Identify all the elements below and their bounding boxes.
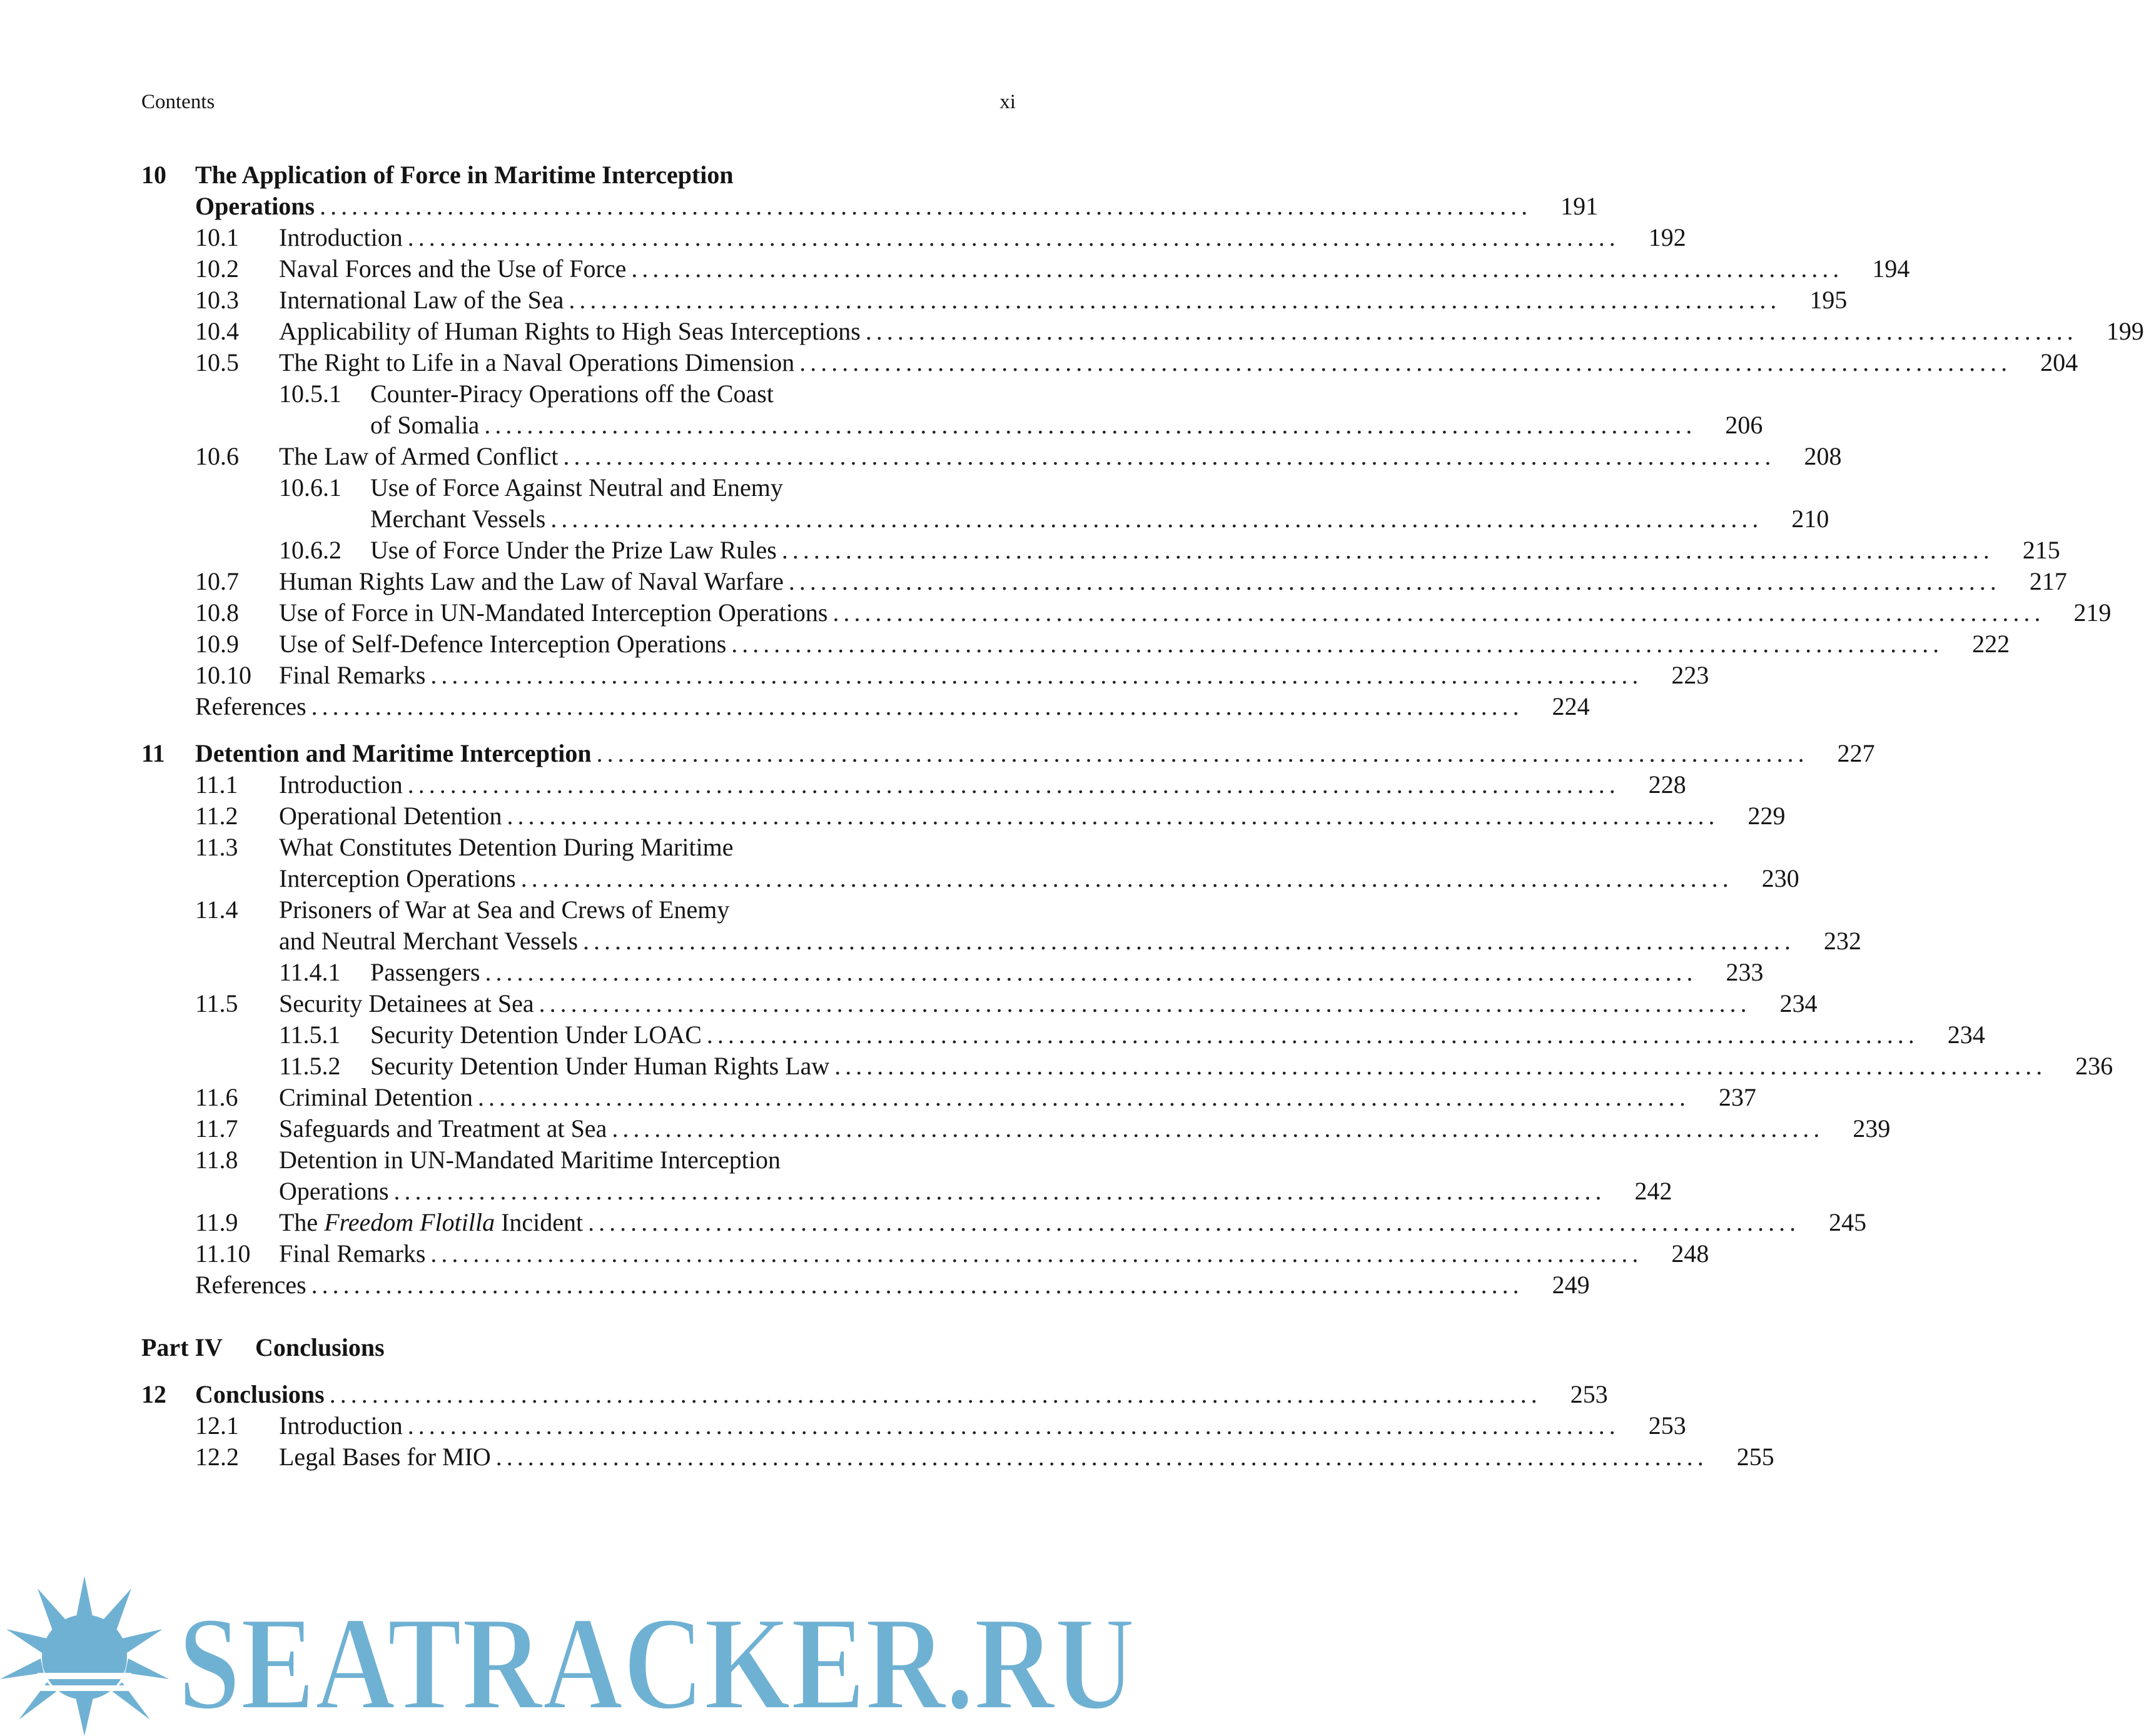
section-title: The Law of Armed Conflict [279,442,559,470]
title-part: The [279,1208,325,1236]
toc-entry[interactable] [195,988,1818,1019]
leader-dots: .................................................................................................................. [788,567,2001,595]
page-number: 234 [1947,1021,1985,1049]
section-title: Introduction [279,223,403,251]
leader-dots: .................................................................................................................. [311,1271,1524,1299]
toc-entry[interactable] [195,222,1686,253]
toc-entry[interactable] [195,1207,1867,1238]
subsection-title: Merchant Vessels [370,505,546,533]
chapter-10-heading[interactable] [141,159,1016,191]
leader-dots: .................................................................................................................. [550,505,1763,533]
section-title: Operations [279,1177,389,1205]
toc-entry[interactable] [195,1238,1709,1269]
section-number: 11.9 [195,1208,238,1236]
section-number: 12.1 [195,1411,239,1440]
section-number: 11.8 [195,1146,238,1174]
page-number: 236 [2075,1052,2113,1080]
page-number: 229 [1747,802,1786,830]
section-number: 10.7 [195,567,239,595]
section-title: and Neutral Merchant Vessels [279,927,579,955]
page-number-roman: xi [999,91,1016,113]
section-number: 12.2 [195,1443,239,1471]
toc-entry[interactable] [195,660,1709,691]
chapter-title: Operations [195,192,315,220]
leader-dots: .................................................................................................................. [865,317,2078,345]
page-number: 204 [2040,348,2078,376]
leader-dots: .................................................................................................................. [583,927,1796,955]
section-number: 10.8 [195,598,239,627]
chapter-10-entry[interactable] [195,191,1599,222]
section-number: 11.6 [195,1083,238,1111]
toc-entry[interactable] [195,285,1848,316]
leader-dots: .................................................................................................................. [311,692,1524,720]
toc-entry-first-line[interactable] [195,894,1016,926]
chapter-title: Conclusions [195,1380,325,1408]
subsection-number: 11.5.2 [279,1052,341,1080]
section-number: 11.7 [195,1114,238,1143]
section-title: What Constitutes Detention During Maritime [279,833,734,861]
toc-entry[interactable] [195,628,2010,660]
page-number: 219 [2073,598,2111,627]
section-number: 10.2 [195,255,239,283]
subsection-title: Security Detention Under LOAC [370,1021,702,1049]
section-title: Introduction [279,770,403,799]
toc-entry[interactable] [195,441,1842,472]
leader-dots: .................................................................................................................. [329,1380,1542,1408]
section-title: International Law of the Sea [279,286,564,314]
toc-entry[interactable] [279,1051,2113,1082]
leader-dots: .................................................................................................................. [781,536,1994,564]
toc-entry[interactable] [195,347,2078,378]
section-number: 10.1 [195,223,239,251]
section-title: Introduction [279,1411,403,1440]
leader-dots: .................................................................................................................. [520,864,1733,892]
section-number: 10.10 [195,661,251,689]
leader-dots: .................................................................................................................. [430,661,1643,689]
leader-dots: .................................................................................................................. [430,1239,1643,1268]
section-number: 10.9 [195,630,239,658]
toc-entry-first-line[interactable] [195,832,1016,863]
page-number: 224 [1552,692,1590,720]
leader-dots: .................................................................................................................. [495,1443,1708,1471]
section-number: 11.5 [195,989,238,1017]
toc-entry[interactable] [195,769,1686,800]
section-number: 10.6 [195,442,239,470]
toc-entry[interactable] [195,800,1786,832]
leader-dots: .................................................................................................................. [407,770,1620,799]
leader-dots: .................................................................................................................. [588,1208,1801,1236]
page-number: 228 [1648,770,1686,799]
subsection-title: Use of Force Against Neutral and Enemy [370,473,783,502]
toc-entry[interactable] [195,253,1910,285]
page-number: 192 [1648,223,1686,251]
page-number: 255 [1736,1443,1774,1471]
chapter-11-entry[interactable] [141,738,1875,769]
leader-dots: .................................................................................................................. [393,1177,1606,1205]
page-number: 234 [1779,989,1818,1017]
sun-icon [0,1576,169,1736]
toc-entry[interactable] [195,863,1799,894]
section-title: Use of Self-Defence Interception Operations [279,630,727,658]
subsection-number: 11.4.1 [279,958,341,986]
section-title: Use of Force in UN-Mandated Interception Operations [279,598,828,627]
page-number: 253 [1570,1380,1608,1408]
section-title: Prisoners of War at Sea and Crews of Enemy [279,896,730,924]
toc-entry[interactable] [195,926,1862,957]
section-number: 10.5 [195,348,239,376]
section-title [279,1207,583,1238]
page-number: 206 [1725,411,1763,439]
chapter-number: 10 [141,161,166,189]
toc-entry[interactable] [195,1441,1774,1473]
toc-entry-references[interactable] [195,1269,1590,1301]
section-number: 10.3 [195,286,239,314]
title-part: Incident [495,1208,584,1236]
section-title: Human Rights Law and the Law of Naval Warfare [279,567,784,595]
chapter-title: Detention and Maritime Interception [195,739,592,767]
section-title: The Right to Life in a Naval Operations Dimension [279,348,795,376]
page-number: 208 [1804,442,1842,470]
leader-dots: .................................................................................................................. [407,1411,1620,1440]
references-title: References [195,692,306,720]
section-title: Detention in UN-Mandated Maritime Interception [279,1146,781,1174]
toc-entry[interactable] [195,1082,1756,1113]
subsection-number: 10.5.1 [279,380,341,408]
leader-dots: .................................................................................................................. [596,739,1809,767]
toc-entry[interactable] [279,1019,1985,1051]
part-label: Part IV [141,1333,223,1361]
running-head: Contents [141,91,215,113]
page-number: 227 [1837,739,1875,767]
section-title: Security Detainees at Sea [279,989,534,1017]
part-heading[interactable] [141,1332,1016,1363]
subsection-title: Security Detention Under Human Rights Law [370,1052,830,1080]
page-number: 248 [1671,1239,1709,1268]
section-number: 11.10 [195,1239,251,1268]
toc-entry[interactable] [195,566,2067,597]
leader-dots: .................................................................................................................. [507,802,1719,830]
section-number: 11.2 [195,802,238,830]
subsection-title: Passengers [370,958,480,986]
section-title: Legal Bases for MIO [279,1443,491,1471]
leader-dots: .................................................................................................................. [731,630,1944,658]
page-number: 233 [1726,958,1764,986]
leader-dots: .................................................................................................................. [484,411,1697,439]
toc-entry[interactable] [279,535,2060,566]
subsection-title: of Somalia [370,411,480,439]
subsection-number: 10.6.1 [279,473,341,502]
section-title: Criminal Detention [279,1083,473,1111]
title-italic-part: Freedom Flotilla [324,1208,495,1236]
page-number: 222 [1972,630,2010,658]
leader-dots: .................................................................................................................. [320,192,1532,220]
toc-entry[interactable] [279,410,1763,441]
toc-entry-first-line[interactable] [279,472,1016,503]
section-title: Applicability of Human Rights to High Seas Interceptions [279,317,861,345]
section-title: Safeguards and Treatment at Sea [279,1114,607,1143]
page-number: 223 [1671,661,1709,689]
page-number: 237 [1718,1083,1756,1111]
leader-dots: .................................................................................................................. [407,223,1620,251]
section-title: Interception Operations [279,864,516,892]
toc-entry-first-line[interactable] [279,378,1016,410]
leader-dots: .................................................................................................................. [834,1052,2047,1080]
chapter-12-entry[interactable] [141,1379,1608,1410]
page-number: 253 [1648,1411,1686,1440]
watermark [0,1570,1145,1736]
chapter-number: 11 [141,739,165,767]
section-title: Operational Detention [279,802,502,830]
toc-entry-first-line[interactable] [195,1144,1016,1176]
section-title: Final Remarks [279,1239,426,1268]
chapter-number: 12 [141,1380,166,1408]
leader-dots: .................................................................................................................. [612,1114,1824,1143]
page-number: 191 [1560,192,1599,220]
section-number: 11.3 [195,833,238,861]
page-number: 249 [1552,1271,1590,1299]
leader-dots: .................................................................................................................. [477,1083,1690,1111]
references-title: References [195,1271,306,1299]
leader-dots: .................................................................................................................. [539,989,1751,1017]
toc-entry-references[interactable] [195,691,1590,722]
subsection-number: 11.5.1 [279,1021,341,1049]
toc-entry[interactable] [195,1176,1672,1207]
leader-dots: .................................................................................................................. [563,442,1776,470]
leader-dots: .................................................................................................................. [569,286,1781,314]
page-number: 195 [1809,286,1848,314]
chapter-title: The Application of Force in Maritime Interception [195,161,734,189]
subsection-title: Use of Force Under the Prize Law Rules [370,536,777,564]
leader-dots: .................................................................................................................. [706,1021,1919,1049]
section-title: Final Remarks [279,661,426,689]
page-number: 232 [1824,927,1862,955]
section-title: Naval Forces and the Use of Force [279,255,627,283]
section-number: 11.4 [195,896,238,924]
page-number: 194 [1872,255,1910,283]
subsection-title: Counter-Piracy Operations off the Coast [370,380,774,408]
leader-dots: .................................................................................................................. [832,598,2045,627]
toc-entry[interactable] [279,957,1764,988]
leader-dots: .................................................................................................................. [485,958,1697,986]
toc-entry[interactable] [279,503,1829,535]
page-number: 230 [1761,864,1799,892]
section-number: 10.4 [195,317,239,345]
leader-dots: .................................................................................................................. [799,348,2012,376]
watermark-text: SEATRACKER.RU [178,1588,1135,1736]
toc-entry[interactable] [195,316,2144,347]
page-number: 215 [2022,536,2060,564]
toc-entry[interactable] [195,597,2111,628]
page-number: 245 [1829,1208,1867,1236]
page-number: 239 [1853,1114,1891,1143]
page-number: 242 [1634,1177,1672,1205]
section-number: 11.1 [195,770,238,799]
toc-entry[interactable] [195,1113,1891,1144]
page-number: 210 [1791,505,1829,533]
part-title: Conclusions [255,1333,385,1361]
page-number: 199 [2106,317,2144,345]
page-number: 217 [2029,567,2067,595]
leader-dots: .................................................................................................................. [631,255,1844,283]
subsection-number: 10.6.2 [279,536,341,564]
toc-entry[interactable] [195,1410,1686,1441]
